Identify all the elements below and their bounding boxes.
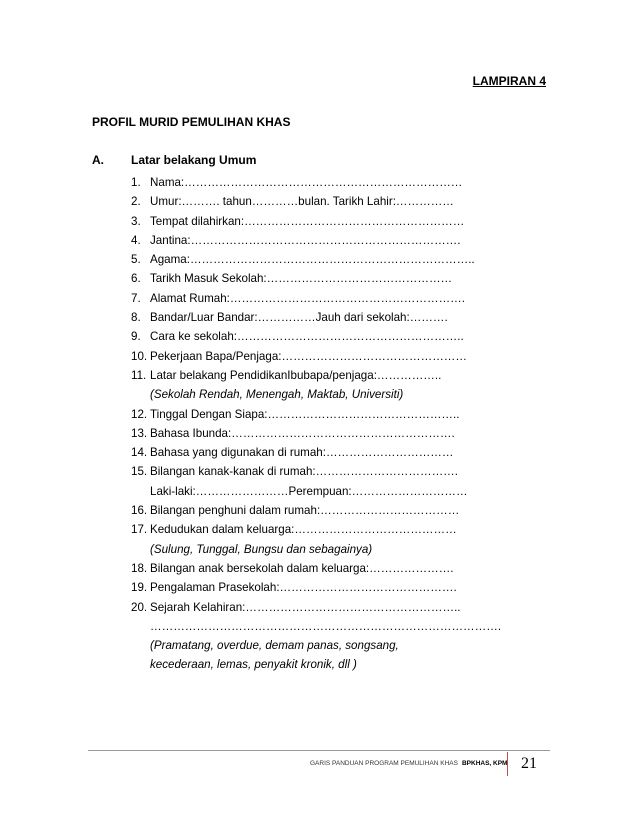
appendix-label: LAMPIRAN 4: [472, 74, 546, 88]
form-line: [131, 405, 460, 424]
form-line: [131, 501, 460, 520]
item-text: Kedudukan dalam keluarga:……………………………………: [150, 523, 457, 537]
item-number: 12.: [131, 407, 148, 421]
form-line: [131, 424, 455, 443]
item-number: 2.: [131, 195, 141, 209]
section-title: Latar belakang Umum: [131, 153, 257, 167]
form-line: [131, 347, 467, 366]
item-text: Bahasa yang digunakan di rumah:……………………………: [150, 446, 454, 460]
item-text: Jantina:…………………………………………………………….: [150, 233, 461, 247]
form-line: [131, 327, 464, 346]
item-text: Laki-laki:……………………Perempuan:…………………………: [150, 484, 468, 498]
section-letter: A.: [92, 153, 104, 167]
form-line: [131, 269, 451, 288]
footer-title: GARIS PANDUAN PROGRAM PEMULIHAN KHAS: [310, 760, 458, 767]
item-number: 13.: [131, 426, 148, 440]
form-line: [131, 636, 451, 655]
item-text: Pekerjaan Bapa/Penjaga:…………………………………………: [150, 349, 467, 363]
item-number: 19.: [131, 581, 148, 595]
form-line: [131, 617, 502, 636]
item-text: Umur:………. tahun…………bulan. Tarikh Lahir:……………: [150, 195, 454, 209]
item-text: (Pramatang, overdue, demam panas, songsang,: [150, 639, 399, 653]
item-number: 20.: [131, 600, 148, 614]
page-number: 21: [507, 752, 550, 776]
item-text: Sejarah Kelahiran:………………………………………………..: [150, 600, 461, 614]
form-line: [131, 231, 461, 250]
item-number: 10.: [131, 349, 148, 363]
form-line: [131, 212, 465, 231]
form-line: [131, 366, 451, 385]
form-line: [131, 443, 454, 462]
item-text: Pengalaman Prasekolah:……………………………………….: [150, 581, 457, 595]
form-line: [131, 655, 451, 674]
item-text: Bilangan penghuni dalam rumah:………………………………: [150, 504, 460, 518]
item-text: Tarikh Masuk Sekolah:…………………………………………: [150, 272, 453, 286]
item-number: 3.: [131, 214, 141, 228]
item-text: Bandar/Luar Bandar:……………Jauh dari sekolah:……….: [150, 311, 448, 325]
item-number: 4.: [131, 233, 141, 247]
form-line: [131, 598, 461, 617]
item-number: 5.: [131, 253, 141, 267]
item-text: Bilangan kanak-kanak di rumah:……………………………….: [150, 465, 458, 479]
item-number: 18.: [131, 561, 148, 575]
item-number: 7.: [131, 291, 141, 305]
item-text: Bilangan anak bersekolah dalam keluarga:………………….: [150, 561, 454, 575]
footer-divider: [88, 750, 550, 751]
form-line: [131, 173, 463, 192]
form-line: [131, 385, 451, 404]
form-items: [131, 173, 502, 675]
item-text: (Sekolah Rendah, Menengah, Maktab, Universiti): [150, 388, 404, 402]
footer-text: [310, 760, 507, 767]
form-line: [131, 250, 475, 269]
item-text: kecederaan, lemas, penyakit kronik, dll ): [150, 658, 357, 672]
item-number: 1.: [131, 176, 141, 189]
footer-org: BPKHAS, KPM: [461, 760, 508, 767]
form-line: [131, 289, 465, 308]
form-line: [131, 308, 451, 327]
item-text: Tempat dilahirkan:…………………………………………………: [150, 214, 465, 228]
item-text: Agama:………………………………………………………………..: [150, 253, 475, 267]
form-line: [131, 520, 457, 539]
item-number: 11.: [131, 368, 147, 382]
page-title: PROFIL MURID PEMULIHAN KHAS: [92, 115, 291, 129]
item-number: 16.: [131, 504, 148, 518]
item-text: ……………………………………………………………………………….: [150, 619, 502, 633]
form-line: [131, 578, 457, 597]
form-line: [131, 540, 451, 559]
form-line: [131, 482, 468, 501]
item-text: Alamat Rumah:…………………………………………………….: [150, 291, 465, 305]
item-text: Cara ke sekolah:…………………………………………………..: [150, 330, 464, 344]
item-number: 14.: [131, 446, 148, 460]
item-number: 17.: [131, 523, 148, 537]
item-text: Tinggal Dengan Siapa:…………………………………………..: [150, 407, 460, 421]
item-text: Bahasa Ibunda:………………………………………………….: [150, 426, 455, 440]
form-line: [131, 462, 458, 481]
item-number: 15.: [131, 465, 148, 479]
item-text: (Sulung, Tunggal, Bungsu dan sebagainya): [150, 542, 373, 556]
item-number: 9.: [131, 330, 141, 344]
item-text: Latar belakang PendidikanIbubapa/penjaga:……………..: [150, 368, 442, 382]
form-line: [131, 192, 454, 211]
item-number: 8.: [131, 311, 141, 325]
item-number: 6.: [131, 272, 141, 286]
form-line: [131, 559, 454, 578]
item-text: Nama:………………………………………………………………: [150, 176, 463, 189]
